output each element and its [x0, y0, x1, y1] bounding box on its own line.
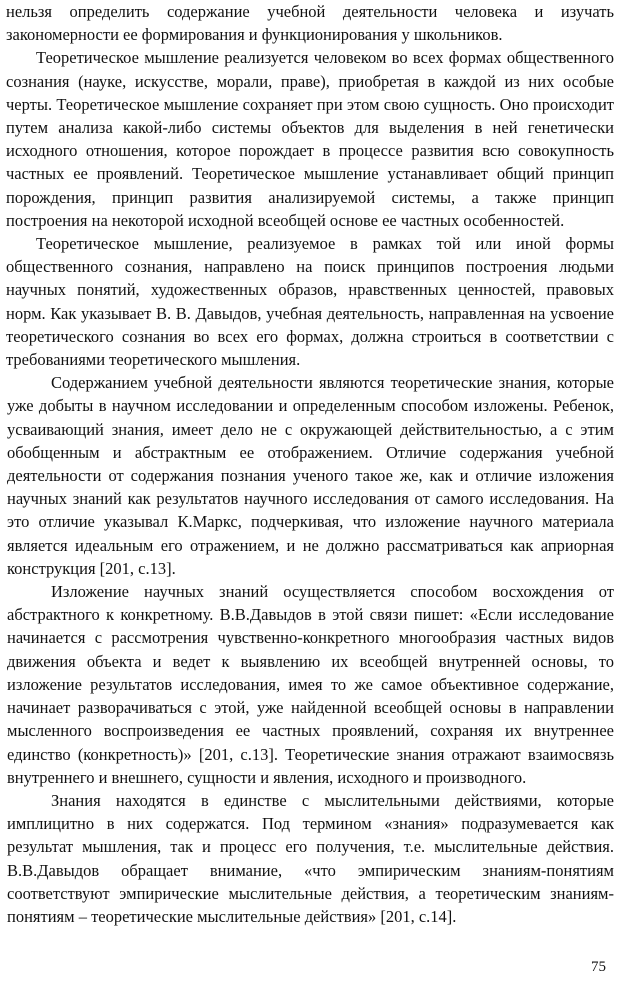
paragraph-learning-content: Содержанием учебной деятельности являются теоретические знания, которые уже добыты в научном исследовании и определенным способом изложены. Ребенок, усваивающий знания, имеет дело не с окружающей действительностью, а с этим обобщенным и абстрактным ее отображением. Отличие содержания учебной деятельности от содержания познания ученого такое же, как и отличие изложения научных знаний как результатов научного исследования от самого исследования. На это отличие указывал К.Маркс, подчеркивая, что изложение научного материала является идеальным его отражением, и не должно рассматриваться как априорная конструкция [201, с.13]. — [7, 373, 614, 578]
page-number: 75 — [591, 959, 606, 975]
paragraph-theoretical-thinking: Теоретическое мышление реализуется человеком во всех формах общественного сознания (науке, искусстве, морали, праве), приобретая в каждой из них особые черты. Теоретическое мышление сохраняет при этом свою сущность. Оно происходит путем анализа какой-либо системы объектов для выделения в ней генетически исходного отношения, которое порождает в процессе развития всю совокупность частных ее проявлений. Теоретическое мышление устанавливает общий принцип порождения, принцип развития анализируемой системы, а также принцип построения на некоторой исходной всеобщей основе ее частных особенностей. — [6, 48, 614, 230]
paragraph-forms-of-consciousness: Теоретическое мышление, реализуемое в рамках той или иной формы общественного сознания, направлено на поиск принципов построения людьми научных понятий, художественных образов, нравственных ценностей, правовых норм. Как указывает В. В. Давыдов, учебная деятельность, направленная на усвоение теоретического сознания во всех его формах, должна строиться в соответствии с требованиями теоретического мышления. — [6, 234, 614, 370]
paragraph-knowledge-actions: Знания находятся в единстве с мыслительными действиями, которые имплицитно в них содержатся. Под термином «знания» подразумевается как результат мышления, так и процесс его получения, т.е. мыслительные действия. В.В.Давыдов обращает внимание, «что эмпирическим знаниям-понятиям соответствуют эмпирические мыслительные действия, а теоретическим знаниям-понятиям – теоретические мыслительные действия» [201, с.14]. — [7, 790, 614, 926]
document-page — [6, 0, 614, 928]
paragraph-continuation: нельзя определить содержание учебной деятельности человека и изучать закономерности ее формирования и функционирования у школьников. — [6, 2, 614, 45]
paragraph-ascent-abstract-concrete: Изложение научных знаний осуществляется способом восхождения от абстрактного к конкретному. В.В.Давыдов в этой связи пишет: «Если исследование начинается с рассмотрения чувственно-конкретного многообразия частных видов движения объекта и ведет к выявлению их всеобщей внутренней основы, то изложение результатов исследования, имея то же самое объективное содержание, начинает разворачиваться с этой, уже найденной всеобщей основы в направлении мысленного воспроизведения ее частных проявлений, сохраняя их внутреннее единство (конкретность)» [201, с.13]. Теоретические знания отражают взаимосвязь внутреннего и внешнего, сущности и явления, исходного и производного. — [7, 582, 614, 787]
